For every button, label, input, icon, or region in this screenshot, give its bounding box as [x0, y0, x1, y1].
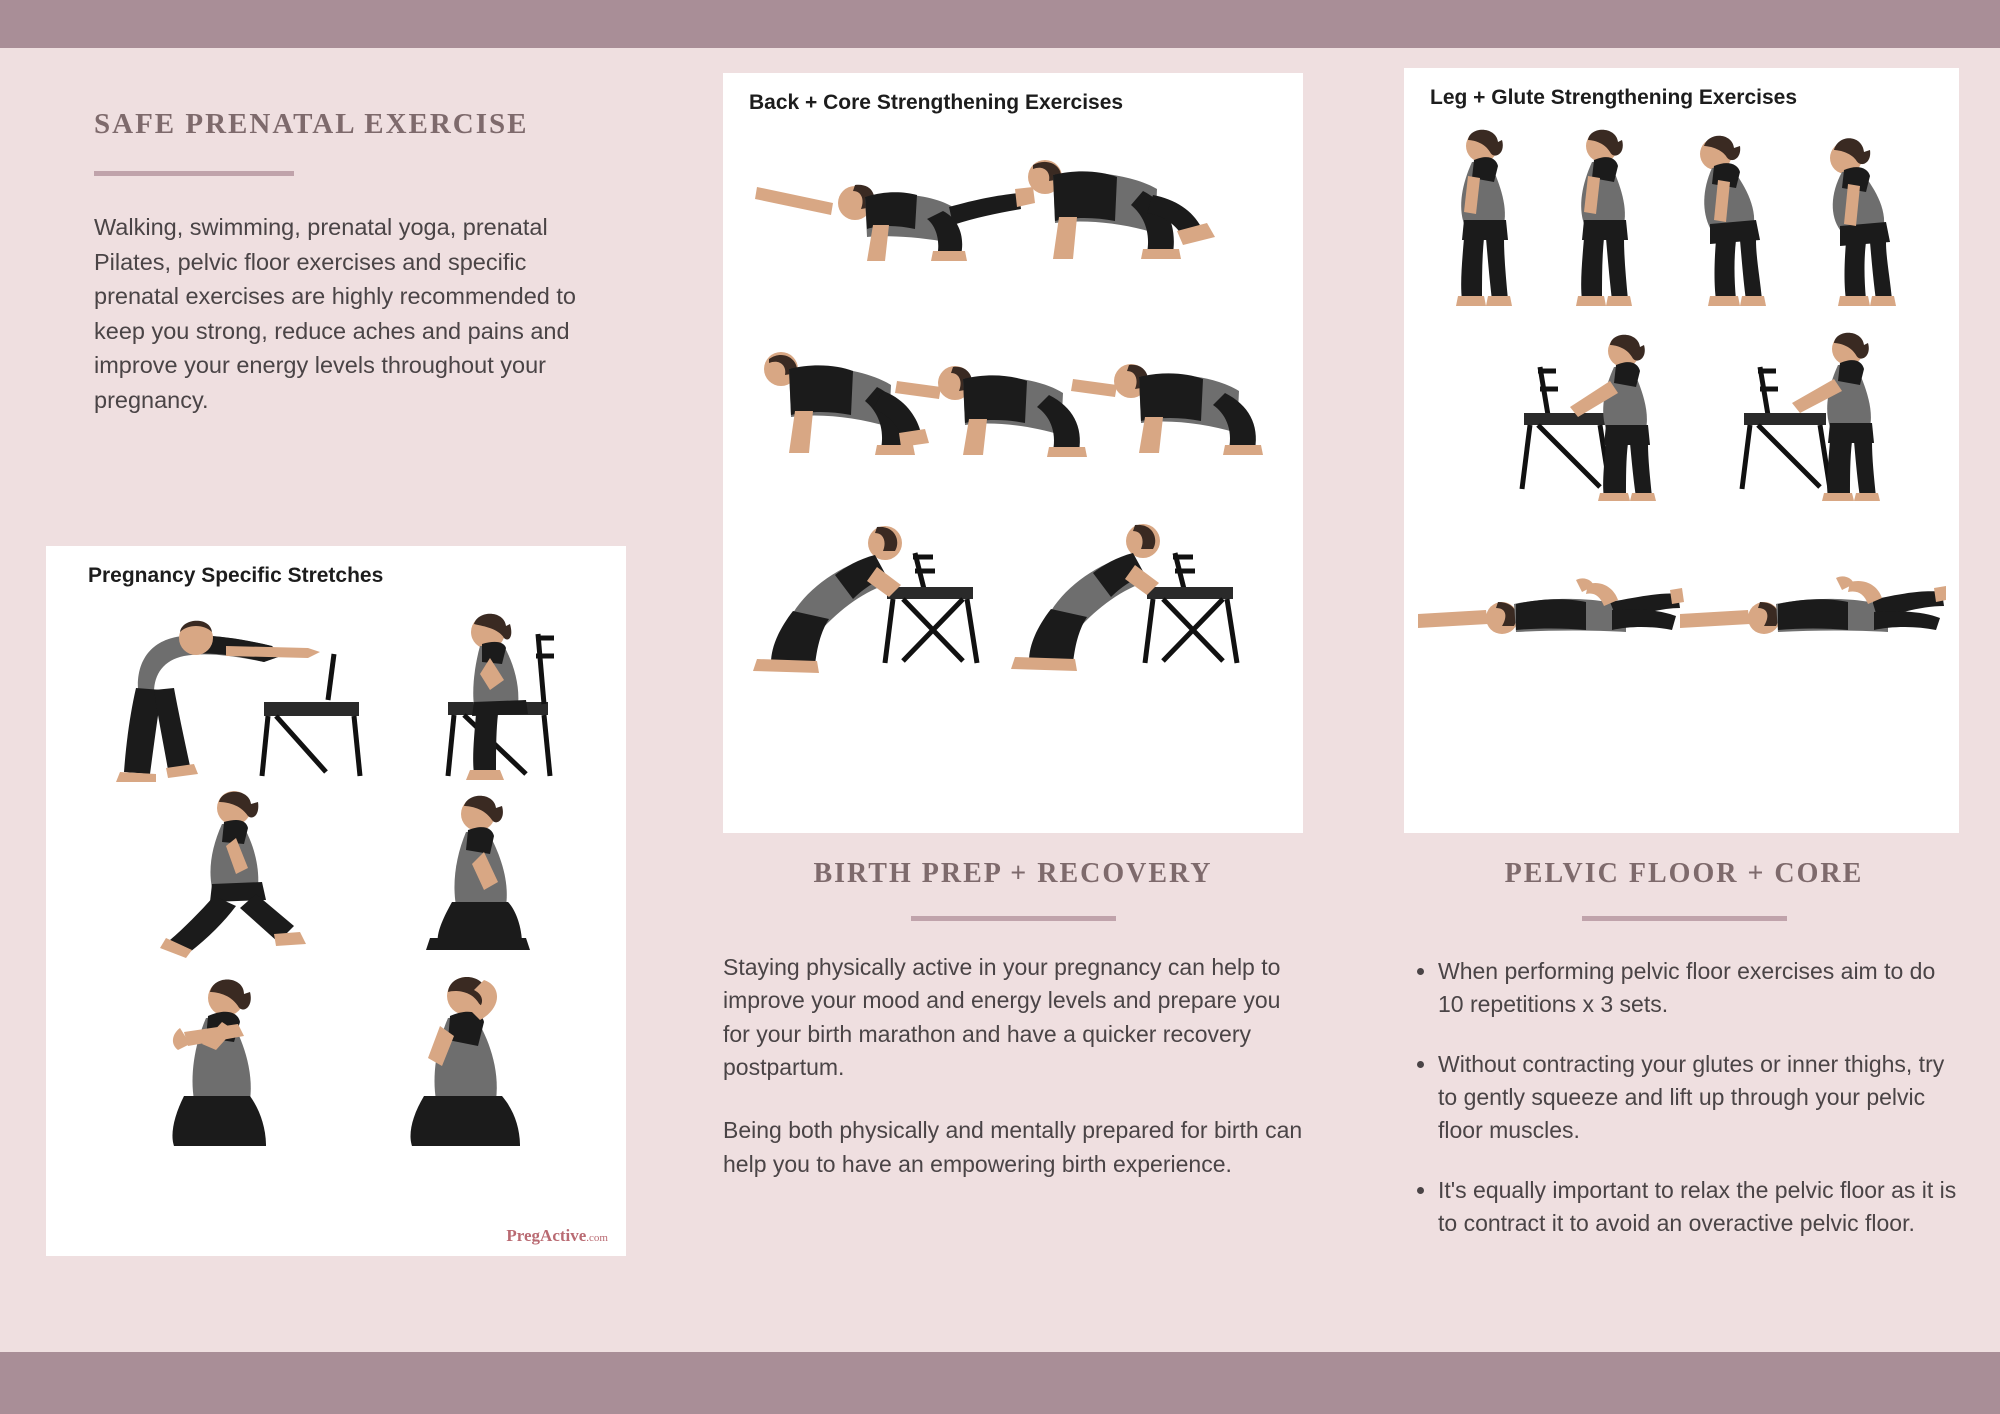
figure-seated-neck-stretch	[344, 950, 594, 1160]
panel-title-back-core: Back + Core Strengthening Exercises	[749, 91, 1124, 114]
pelvic-floor-bullet-list	[1404, 955, 1964, 1240]
safe-prenatal-paragraph: Walking, swimming, prenatal yoga, prenatal Pilates, pelvic floor exercises and specific prenatal exercises are highly recommended to keep you strong, reduce aches and pains and improve your energy levels throughout your pregnancy.	[94, 214, 577, 413]
panel-title-stretches: Pregnancy Specific Stretches	[88, 564, 384, 587]
figure-standing-hip-hinge-c	[1796, 120, 1926, 310]
bottom-band	[0, 1352, 2000, 1414]
figure-kneeling-shoulder-stretch	[98, 958, 348, 1158]
figure-all-fours-neutral-spine	[985, 125, 1235, 265]
page-content	[0, 48, 2000, 1352]
pelvic-floor-divider	[1582, 916, 1787, 921]
figure-standing-chair-squat-down	[1504, 323, 1694, 503]
figure-kneeling-chair-lean-start	[737, 501, 997, 681]
brand-logo	[506, 1226, 608, 1246]
list-item: • It's equally important to relax the pelvic floor as it is to contract it to avoid an overactive pelvic floor.	[1438, 1174, 1964, 1241]
figure-kneeling-chair-lean-end	[997, 501, 1257, 681]
brand-suffix: .com	[586, 1232, 608, 1244]
list-item: • When performing pelvic floor exercises aim to do 10 repetitions x 3 sets.	[1438, 955, 1964, 1022]
figure-standing-start-position	[1424, 120, 1544, 310]
figure-standing-hip-hinge-a	[1542, 120, 1662, 310]
list-item: • Without contracting your glutes or inner thighs, try to gently squeeze and lift up through your pelvic floor muscles.	[1438, 1048, 1964, 1148]
figure-kneeling-lunge-stretch	[116, 776, 346, 961]
figure-standing-chair-squat-up	[1724, 323, 1914, 503]
birth-prep-paragraph-1: Staying physically active in your pregnancy can help to improve your mood and energy levels and prepare you for your birth marathon and have a quicker recovery postpartum.	[723, 954, 1281, 1081]
pelvic-floor-heading: PELVIC FLOOR + CORE	[1504, 858, 1864, 889]
top-band	[0, 0, 2000, 48]
birth-prep-divider	[911, 916, 1116, 921]
figure-standing-forward-bend-with-chair	[76, 594, 366, 784]
birth-prep-paragraph-2: Being both physically and mentally prepared for birth can help you to have an empowering birth experience.	[723, 1117, 1303, 1177]
figure-seated-side-stretch	[366, 778, 586, 963]
left-column	[46, 48, 686, 417]
figure-side-lying-clam-open	[1676, 536, 1946, 656]
page-title: SAFE PRENATAL EXERCISE	[94, 108, 529, 140]
figure-side-lying-clam-closed	[1414, 536, 1684, 656]
panel-leg-glute	[1404, 68, 1959, 833]
title-divider	[94, 171, 294, 176]
birth-prep-section	[723, 858, 1303, 1181]
brand-name: PregActive	[506, 1226, 587, 1245]
figure-standing-hip-hinge-b	[1668, 120, 1798, 310]
panel-back-core	[723, 73, 1303, 833]
pelvic-floor-section	[1404, 858, 1964, 1266]
panel-title-leg-glute: Leg + Glute Strengthening Exercises	[1430, 86, 1798, 109]
birth-prep-heading: BIRTH PREP + RECOVERY	[813, 858, 1213, 889]
figure-seated-chair-posture	[386, 594, 586, 784]
panel-pregnancy-stretches	[46, 546, 626, 1256]
figure-kneeling-arm-reach-center	[883, 321, 1093, 461]
figure-kneeling-arm-reach-right	[1063, 321, 1273, 461]
